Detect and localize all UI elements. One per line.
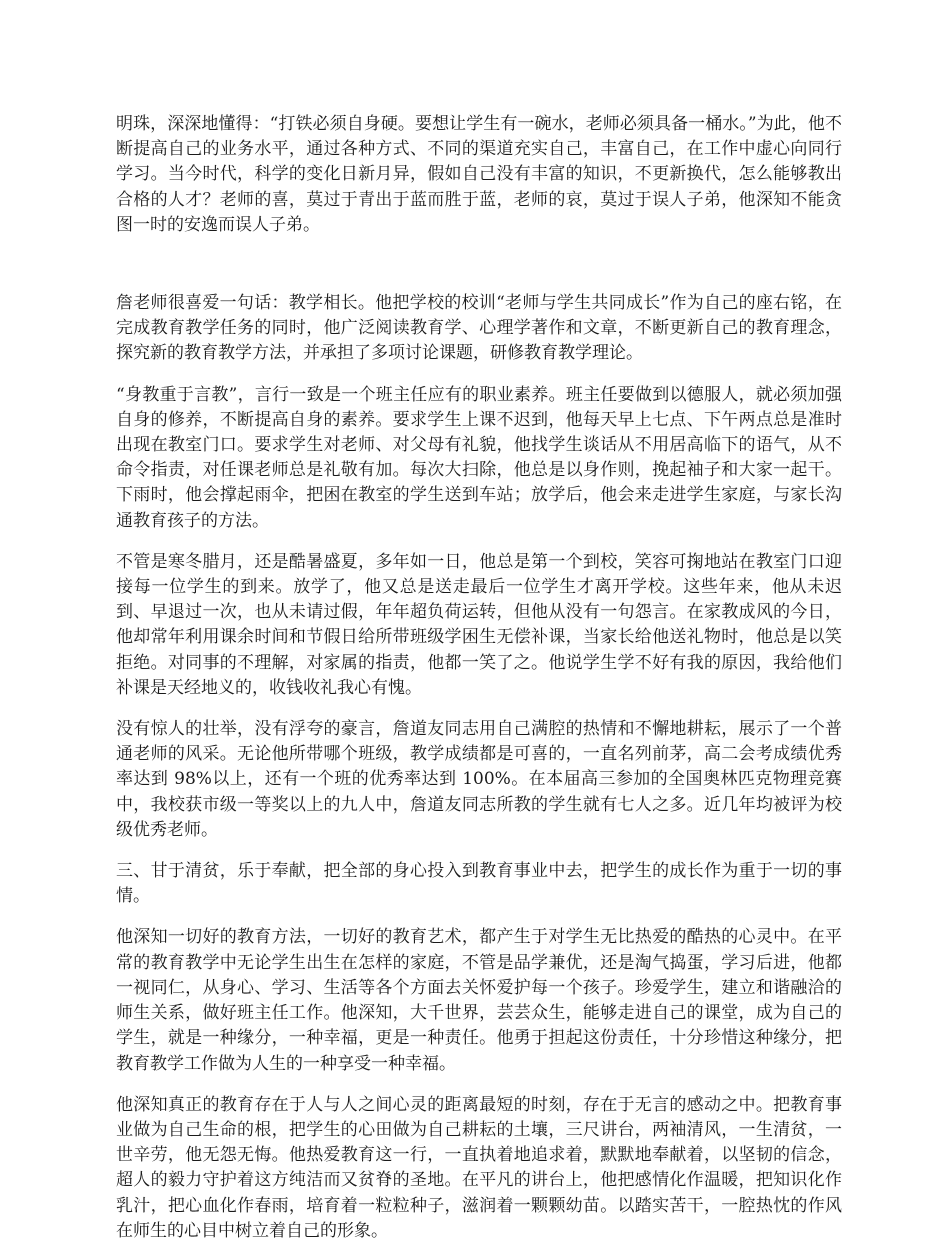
paragraph-1: 明珠，深深地懂得：“打铁必须自身硬。要想让学生有一碗水，老师必须具备一桶水。”为此，他不断提高自己的业务水平，通过各种方式、不同的渠道充实自己，丰富自己，在工作中虚心向同行学习。当今时代，科学的变化日新月异，假如自己没有丰富的知识，不更新换代，怎么能够教出合格的人才？老师的喜，莫过于青出于蓝而胜于蓝，老师的哀，莫过于误人子弟，他深知不能贪图一时的安逸而误人子弟。 [116,114,842,235]
section-heading-3: 三、甘于清贫，乐于奉献，把全部的身心投入到教育事业中去，把学生的成长作为重于一切的事情。 [116,861,842,907]
paragraph-2: 詹老师很喜爱一句话：教学相长。他把学校的校训“老师与学生共同成长”作为自己的座右铭，在完成教育教学任务的同时，他广泛阅读教育学、心理学著作和文章，不断更新自己的教育理念，探究新的教育教学方法，并承担了多项讨论课题，研修教育教学理论。 [116,293,842,364]
paragraph-4: 不管是寒冬腊月，还是酷暑盛夏，多年如一日，他总是第一个到校，笑容可掬地站在教室门口迎接每一位学生的到来。放学了，他又总是送走最后一位学生才离开学校。这些年来，他从未迟到、早退过一次，也从未请过假，年年超负荷运转，但他从没有一句怨言。在家教成风的今日，他却常年利用课余时间和节假日给所带班级学困生无偿补课，当家长给他送礼物时，他总是以笑拒绝。对同事的不理解，对家属的指责，他都一笑了之。他说学生学不好有我的原因，我给他们补课是天经地义的，收钱收礼我心有愧。 [116,551,842,698]
paragraph-6: 他深知一切好的教育方法，一切好的教育艺术，都产生于对学生无比热爱的酷热的心灵中。在平常的教育教学中无论学生出生在怎样的家庭，不管是品学兼优，还是淘气捣蛋，学习后进，他都一视同仁，从身心、学习、生活等各个方面去关怀爱护每一个孩子。珍爱学生，建立和谐融洽的师生关系，做好班主任工作。他深知，大千世界，芸芸众生，能够走进自己的课堂，成为自己的学生，就是一种缘分，一种幸福，更是一种责任。他勇于担起这份责任，十分珍惜这种缘分，把教育教学工作做为人生的一种享受一种幸福。 [116,927,842,1074]
paragraph-7: 他深知真正的教育存在于人与人之间心灵的距离最短的时刻，存在于无言的感动之中。把教育事业做为自己生命的根，把学生的心田做为自己耕耘的土壤，三尺讲台，两袖清风，一生清贫，一世辛劳，他无怨无悔。他热爱教育这一行，一直执着地追求着，默默地奉献着，以坚韧的信念，超人的毅力守护着这方纯洁而又贫脊的圣地。在平凡的讲台上，他把感情化作温暖，把知识化作乳汁，把心血化作春雨，培育着一粒粒种子，滋润着一颗颗幼苗。以踏实苦干，一腔热忱的作风在师生的心目中树立着自己的形象。 [116,1094,842,1241]
document-page [116,112,842,1260]
paragraph-3: “身教重于言教”，言行一致是一个班主任应有的职业素养。班主任要做到以德服人，就必须加强自身的修养，不断提高自身的素养。要求学生上课不迟到，他每天早上七点、下午两点总是准时出现在教室门口。要求学生对老师、对父母有礼貌，他找学生谈话从不用居高临下的语气，从不命令指责，对任课老师总是礼敬有加。每次大扫除，他总是以身作则，挽起袖子和大家一起干。下雨时，他会撑起雨伞，把困在教室的学生送到车站；放学后，他会来走进学生家庭，与家长沟通教育孩子的方法。 [116,384,842,531]
paragraph-5: 没有惊人的壮举，没有浮夸的豪言，詹道友同志用自己满腔的热情和不懈地耕耘，展示了一个普通老师的风采。无论他所带哪个班级，教学成绩都是可喜的，一直名列前茅，高二会考成绩优秀率达到 98%以上，还有一个班的优秀率达到 100%。在本届高三参加的全国奥林匹克物理竞赛中，我校获市级一等奖以上的九人中，詹道友同志所教的学生就有七人之多。近几年均被评为校级优秀老师。 [116,719,842,840]
